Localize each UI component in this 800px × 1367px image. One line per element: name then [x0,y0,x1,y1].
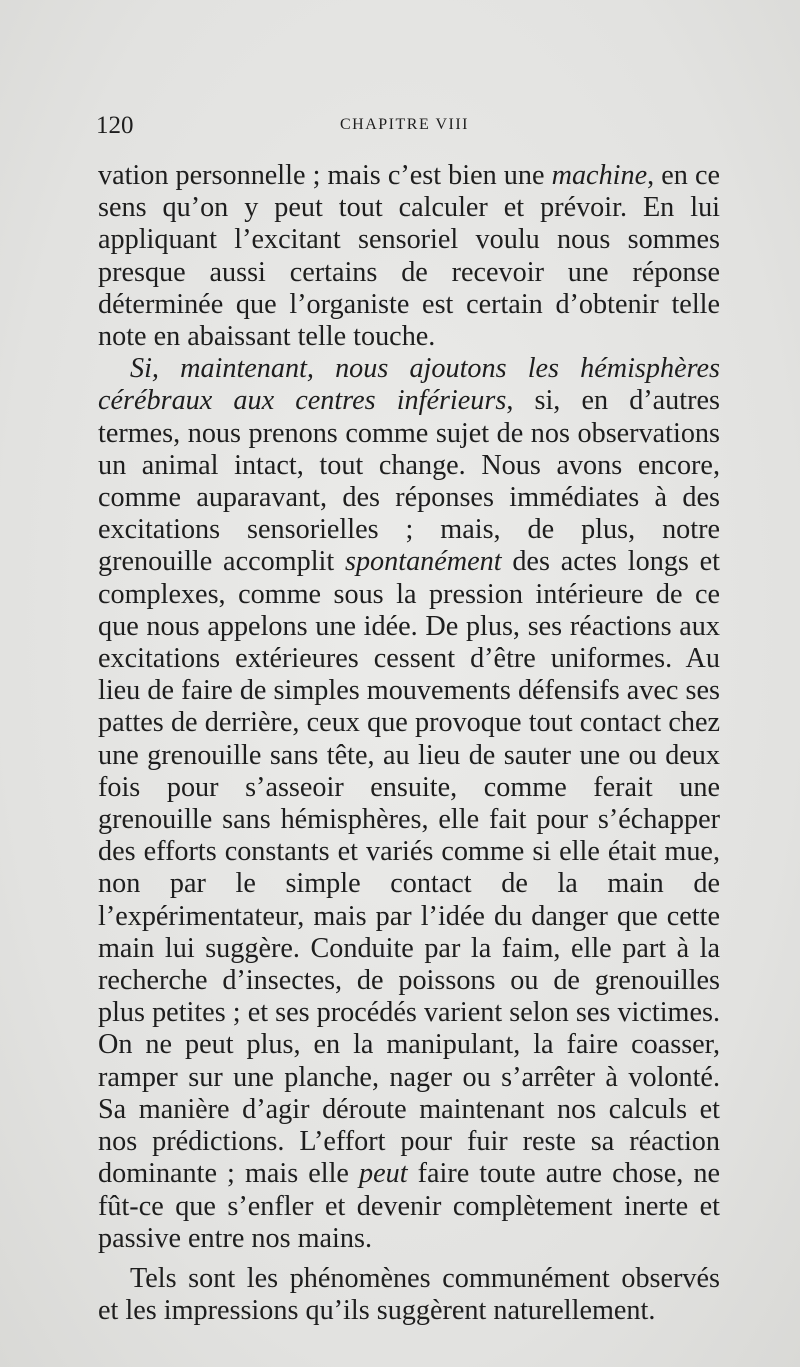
paragraph-3 [98,1263,720,1327]
italic-segment: peut [359,1158,408,1190]
italic-segment: spontanément [344,546,502,578]
text-segment: faire toute autre chose, ne fût-ce que s’enfler et devenir complètement inerte et passive entre nos mains. [98,1158,720,1254]
text-segment: vation personnelle ; mais c’est bien une [98,160,552,191]
page-number: 120 [96,112,134,139]
text-segment: , en ce sens qu’on y peut tout calculer et prévoir. En lui appliquant l’excitant sensoriel voulu nous sommes presque aussi certains de recevoir une réponse déterminée que l’organiste est certain d’obtenir telle note en abaissant telle touche. [98,160,720,353]
text-segment: Tels sont les phénomènes communément observés et les impressions qu’ils suggèrent naturellement. [98,1262,720,1327]
paragraph-2 [98,353,720,1255]
body-text [98,160,720,1327]
text-segment: , si, en d’autres termes, nous prenons comme sujet de nos observations un animal intact, tout change. Nous avons encore, comme auparavant, des réponses immédiates à des excitations sensorielles ; mais, de plus, notre grenouille accomplit [98,385,720,578]
chapter-title: CHAPITRE VIII [340,116,469,133]
italic-segment: machine [551,160,648,191]
text-segment: des actes longs et complexes, comme sous la pression intérieure de ce que nous appelons une idée. De plus, ses réactions aux excitations extérieures cessent d’être uniformes. Au lieu de faire de simples mouvements défensifs avec ses pattes de derrière, ceux que provoque tout contact chez une grenouille sans tête, au lieu de sauter une ou deux fois pour s’asseoir ensuite, comme ferait une grenouille sans hémisphères, elle fait pour s’échapper des efforts constants et variés comme si elle était mue, non par le simple contact de la main de l’expérimentateur, mais par l’idée du danger que cette main lui suggère. Conduite par la faim, elle part à la recherche d’insectes, de poissons ou de grenouilles plus petites ; et ses procédés varient selon ses victimes. On ne peut plus, en la manipulant, la faire coasser, ramper sur une planche, nager ou s’arrêter à volonté. Sa manière d’agir déroute maintenant nos calculs et nos prédictions. L’effort pour fuir reste sa réaction dominante ; mais elle [98,546,720,1190]
paragraph-1 [98,160,720,353]
running-head [96,112,716,142]
italic-segment: Si, maintenant, nous ajoutons les hémisphères cérébraux aux centres inférieurs [98,353,720,417]
